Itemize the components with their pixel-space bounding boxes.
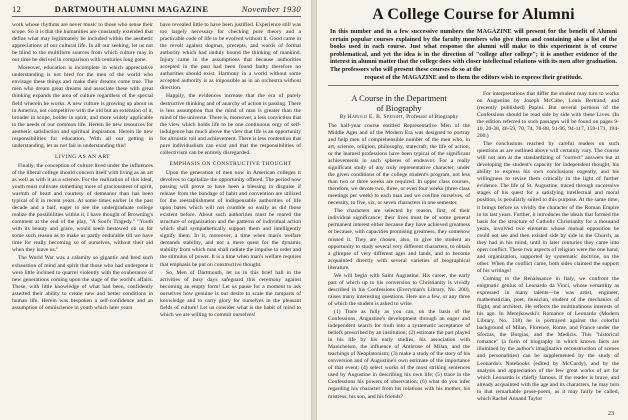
- issue-date: November 1930: [241, 4, 301, 14]
- paragraph: The World War was a calamity so gigantic and bred such exhaustion of mind and spirit that those who had undergone it were little inclined to quarrel violently with the exuberance of new generations coming upon the stage of the world's affairs. These, with little knowledge of what had been, confidently asserted their ability to create new and better conditions in human life. Herein was bespoken a self-confidence and an assumption of omniscience in youth which later years: [12, 255, 153, 311]
- right-column-1: [328, 91, 470, 404]
- paragraph: We will begin with Saint Augustine. His career, the early part of which up to his conversion to Christianity is vividly described in his Confessions (Everyman's Library, No. 200), raises many interesting questions. Here are a few, or any three of which the student is asked to write.: [328, 272, 470, 307]
- series-introduction: [328, 28, 619, 81]
- article-title-line-1: A Course in the Department: [351, 92, 447, 103]
- paragraph: Coming to the Renaissance in Italy, we confront the enigmatic genius of Leonardo da Vinci, whose versatility as expressed in many talents—he was artist, engineer, mathematician, poet, musician, student of the mechanics of flight, and architect. He reflects the multitudinous interests of his age. In Merejkowski's Romance of Leonardo (Modern Library, No. 138) he is portrayed against the colorful background of Milan, Florence, Rome, and France under the Sforzas, the Borgias, and the Medicis. This "historical romance" (a form of biography in which known facts are illumined by the author's imaginative reconstruction of scenes and personalities) can be supplemented by the study of Leonardo's Notebooks (edited by McCurdy), and by the analysis and appreciation of the few great works of art for which Leonardo is chiefly famous. If the reader is brave, and already acquainted with the age and its characters, he may turn to that remarkable prose-poem, as it may fairly be called, which Rachel Annand Taylor: [477, 275, 619, 402]
- right-page: [317, 0, 628, 420]
- article-series-title: A College Course for Alumni: [372, 6, 575, 23]
- magazine-title: DARTMOUTH ALUMNI MAGAZINE: [54, 4, 209, 14]
- paragraph: Upon the generation of men now in American colleges it devolves to capitalize the opportunity offered. The period now passing will prove to have been a blessing in disguise if release from the bondage of habit and convention are utilized for the reestablishment of indispensable authorities of life upon bases which will not crumble so easily as did those existent before. About such authorities must be reared the structure of organization and the patterns of individual action which shall sympathetically support them and intelligently signify them. In it, moreover, a time when man's welfare demands stability, and not a mere quest for the dynamic stability from which man shall radiate the impulse to order and the stimulus of power. It is a time when man's welfare requires that emphasis be put on constructive thought.: [160, 169, 301, 268]
- left-column-1: [12, 22, 153, 320]
- paragraph: For interpretations that differ the student may turn to works on Augustine by Joseph McCabe, Louis Bertrand, and (recently published) Papini. But several portions of the Confessions should be read side by side with these Lives. (In the edition referred to such passages will be found on pages 9-10, 20-38, 46-59, 70, 74, 78-88, 91-96, 94-117, 159-171, 194-200.): [477, 90, 619, 140]
- paragraph: work whose rhythms are never music to those who sense their scope. So it is that the humanities are constantly extended that define what may legitimately be included within the aesthetic appreciations of our cultural life. In all our seeking, let us not be blind to the multiform sources from which culture may in our time be derived in comparison with centuries long gone.: [12, 22, 153, 64]
- running-header: [12, 4, 301, 17]
- byline-prefix: By: [339, 113, 347, 120]
- byline: [328, 114, 470, 120]
- page-number: 23: [608, 411, 614, 417]
- paragraph: Finally, the conception of culture lived under the influences of the liberal college should concern itself with living as an art as well as with it as a science. For the realization of this ideal, youth must cultivate something more of graciousness of spirit, warmth of heart and courtesy of demeanor than has been typical of it in recent years. At some times earlier in the past decade and a half, eager to see the undergraduate college realize the possibilities within it, I have thought of Browning's comment at the end of the play, "A Soul's Tragedy." "Youth with its beauty and grace, would seem bestowed on us for some such reason as to make us partly endurable till we have time for really becoming so of ourselves, without their aid when they leave us.": [12, 162, 153, 254]
- right-columns: [328, 91, 619, 404]
- divider: [328, 85, 619, 86]
- page-number: 12: [12, 4, 22, 14]
- paragraph: The half-year course entitled Representative Men of the Middle Ages and of the Modern Era was designed to portray and help men of comprehensible number of the men who, in art, science, religion, philosophy, statecraft, the life of action, or the learned professions have been typical of the significant achievements in such spheres of endeavor. For a really significant study of any truly representative character, under the given conditions of the college student's program, not less than two or three weeks are required. In upper class courses, therefore, we devote two, three, or even four weeks (three class meetings per week) to each man and we confine ourselves, of necessity, to five, six, or seven characters in one semester.: [328, 122, 470, 207]
- left-columns: [12, 22, 301, 320]
- paragraph: have revealed little to have been justified. Experience still was too largely necessary for checking pure theory and a practicable code of life to be evolved without it. Good came in the revolt against dogmas, precepts, and words of formal authority which had unduly bound the thinking of mankind. Injury came in the assumptions that because authorities accepted in the past had been found faulty therefore no authorities should exist. Harmony in a world without some accepted authority is as impossible as in an orchestra without direction.: [160, 22, 301, 92]
- paragraph: The conclusions reached by careful readers on such questions as are outlined above will certainly vary. The course will not aim at the standardizing of "correct" answers but at developing the student's capacity for independent thought, his ability to express his own conclusions cogently, and his willingness to revise them critically in the light of further evidence. The life of St. Augustine, traced through successive stages of his quest for a satisfying intellectual and moral position, is peculiarly suited to this purpose. At the same time, it brings before us vividly the character of the Roman Empire in its last years. Further, it introduces the ideals that formed the basis for the structure of Catholic Christianity for a thousand years, involved two elements whose mutual opposition he could not see and then existed side by side in the Church, as they had in his mind, until in later centuries they came into open conflict. These two aspects of religion were the one hand, and organization, supported by systematic doctrine, on the other. When the conflict came, both sides claimed the support of his writings!: [477, 141, 619, 274]
- paragraph: Happily, the evidences increase that the era of purely destructive thinking and of anarchy of action is passing. There is less assumption that the mind of man is greater than the mind of the universe. There is, moreover, a less conviction that the view which holds life to be one continuous orgy of self-indulgence has much above the view that life is an opportunity for altruistic toil and achievement. There is less contention that pure individualism can exist and that the responsibilities of collectivism can be entirely disregarded.: [160, 93, 301, 156]
- article-title: [328, 93, 470, 113]
- author-role: Professor of Biography: [406, 113, 459, 120]
- article-title-line-2: of Biography: [376, 102, 422, 113]
- paragraph: (1) Trace as fully as you can, on the basis of the Confessions, Augustine's development through an eager and independent search for truth into a systematic acceptance of beliefs prescribed by an institution; (2) estimate the part played in his life by his early studies, his association with Manicheism, the influence of Ambrose of Milan, and the teachings of Neoplatonism; (3) make a study of the story of his conversion and of Augustine's own estimate of the importance of that event; (4) select works of the most striking sentences used by Augustine in describing his own life; (5) trace in the Confessions his powers of observation; (6) what do you infer regarding his character from his relations with his mother, his mistress, his son, and his friends?: [328, 308, 470, 400]
- section-heading: EMPHASIS ON CONSTRUCTIVE THOUGHT: [169, 160, 292, 167]
- intro-text-tail: request of the MAGAZINE and to them the editors wish to express their gratitude.: [364, 73, 583, 81]
- left-page: [0, 0, 311, 420]
- paragraph: So, Men of Dartmouth, let us in this brief hall in the activities of busy days safeguard this ceremony against becoming an empty form! Let us pause for a moment to ask ourselves how genuine is our desire to scale the ramparts of knowledge and to carry glory for ourselves in the pleasant fields of culture! Let us consider what is the habit of mind to which we are willing to commit ourselves!: [160, 269, 301, 318]
- intro-text: In this number and in a few successive numbers the MAGAZINE will present for the benefit of Alumni certain popular courses explained by the faculty members who give them and containing also a list of the books used in each course. Just what response the alumni will make to this experiment is of course problematical, and yet the idea is in the direction of "college after college"; it is another evidence of the interest in alumni matter that the college does with closer intellectual relations with its men after graduation. The professors who will present these courses do so at the: [330, 28, 617, 73]
- author-name: Harold E. B. Speight,: [347, 113, 405, 120]
- paragraph: The characters are selected by reason, first, of their individual significance; their lives must be of some general permanent interest either because they have achieved greatness or because, with capacities promising greatness, they somehow missed it. They are chosen, also, to give the student an opportunity to study several very different characters, to obtain a glimpse of very different ages and lands, and to become acquainted directly with several varieties of biographical literature.: [328, 208, 470, 271]
- paragraph: Moreover, education is incomplete in which appreciative understanding is not bred for the men of the world who envisage these things and make their dreams come true. The men who dream great dreams and associate these with great thinking expands the area of culture regardless of the special field wherein he works. A new culture is growing up about us in America, not competitive with the old but an extension of it, broader in scope, bolder in spirit, and more widely applicable to the needs of our common life. Herein lie new resources for aesthetic satisfaction and spiritual inspiration. Herein lie new responsibilities for education. With all our getting in understanding, let us not fail in understanding this!: [12, 65, 153, 149]
- left-column-2: [160, 22, 301, 320]
- section-heading: LIVING AS AN ART: [54, 153, 110, 160]
- right-column-2: [477, 91, 619, 404]
